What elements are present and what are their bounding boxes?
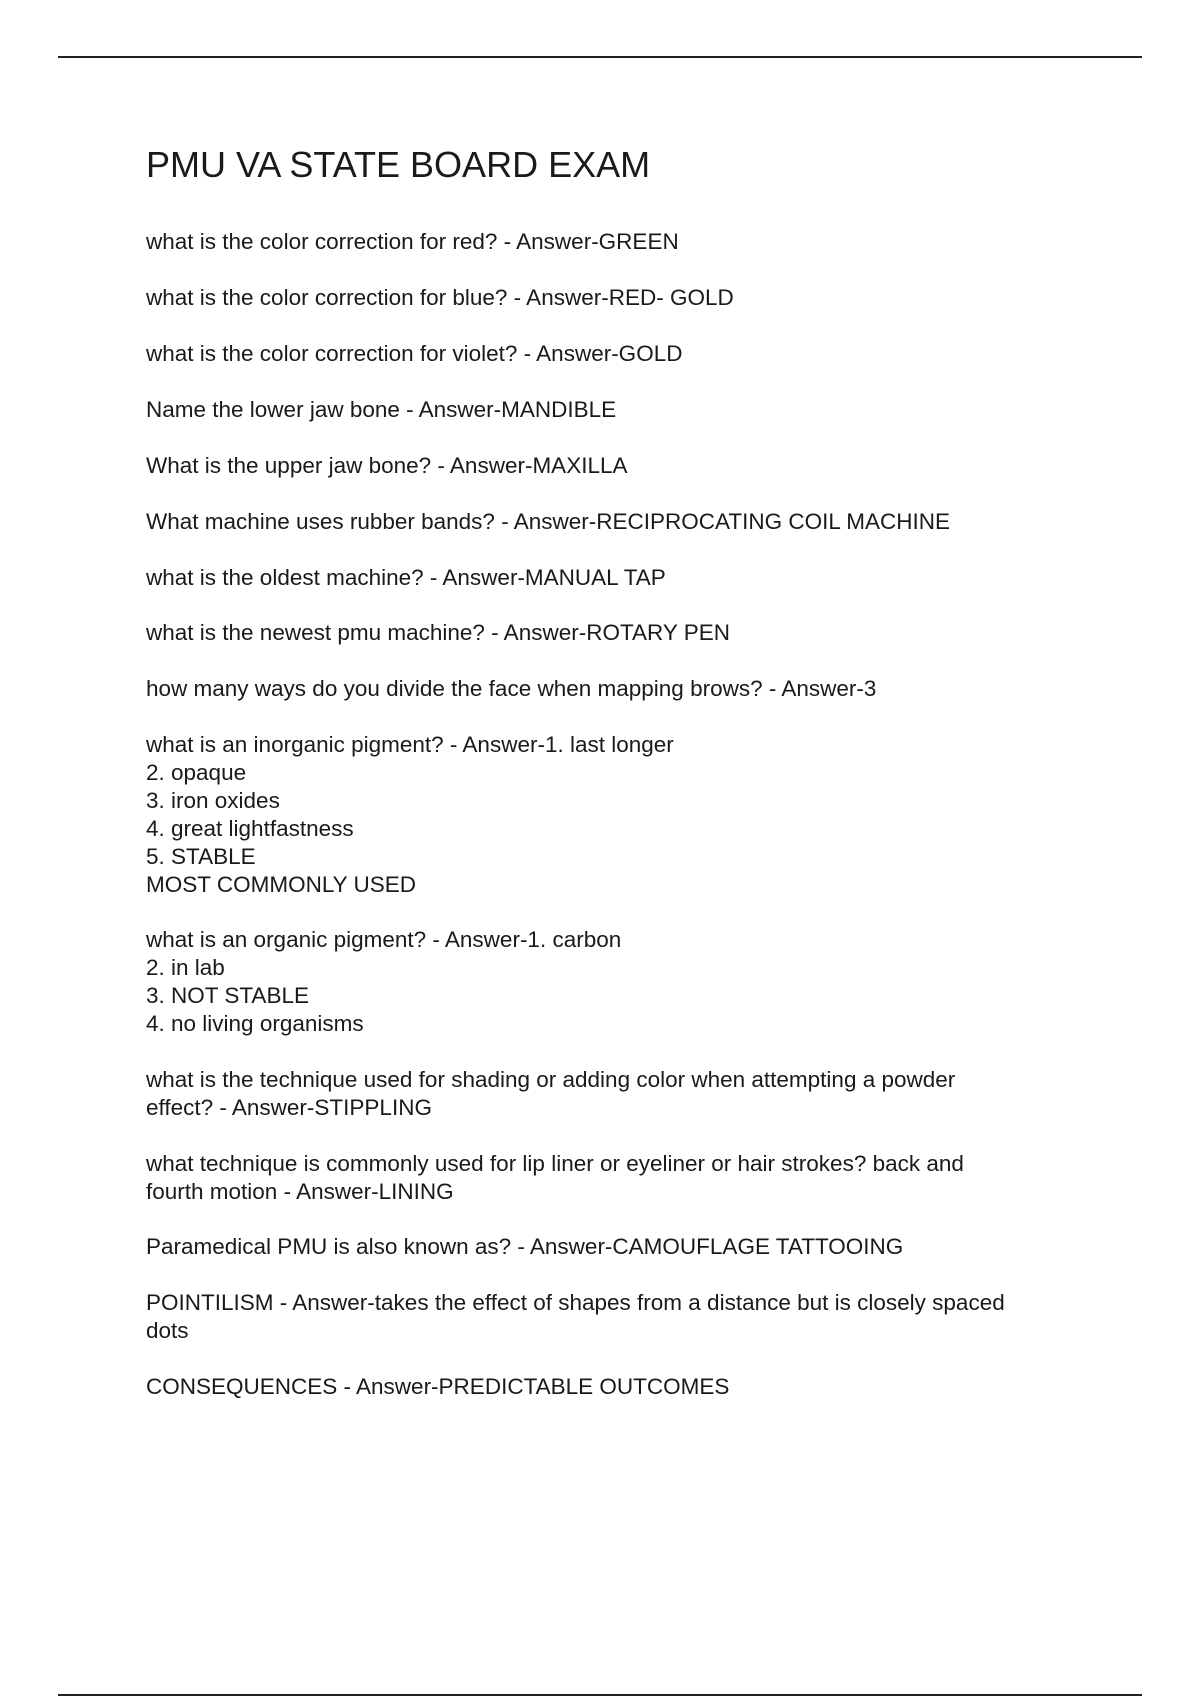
qa-item-inorganic-pigment: what is an inorganic pigment? - Answer-1. last longer 2. opaque 3. iron oxides 4. great lightfastness 5. STABLE MOST COMMONLY USED	[146, 732, 674, 897]
qa-item-rubber-bands: What machine uses rubber bands? - Answer-RECIPROCATING COIL MACHINE	[146, 509, 951, 534]
bottom-divider	[58, 1694, 1142, 1696]
qa-item-lower-jaw: Name the lower jaw bone - Answer-MANDIBLE	[146, 397, 617, 422]
qa-item-upper-jaw: What is the upper jaw bone? - Answer-MAXILLA	[146, 453, 628, 478]
qa-item-organic-pigment: what is an organic pigment? - Answer-1. carbon 2. in lab 3. NOT STABLE 4. no living organisms	[146, 927, 622, 1036]
qa-item-stippling: what is the technique used for shading or adding color when attempting a powder effect? - Answer-STIPPLING	[146, 1067, 956, 1120]
qa-item-violet-correction: what is the color correction for violet? - Answer-GOLD	[146, 341, 683, 366]
qa-item-oldest-machine: what is the oldest machine? - Answer-MANUAL TAP	[146, 565, 666, 590]
qa-item-newest-machine: what is the newest pmu machine? - Answer-ROTARY PEN	[146, 620, 730, 645]
qa-item-red-correction: what is the color correction for red? - Answer-GREEN	[146, 229, 679, 254]
qa-item-consequences: CONSEQUENCES - Answer-PREDICTABLE OUTCOMES	[146, 1374, 730, 1399]
qa-item-brow-mapping: how many ways do you divide the face when mapping brows? - Answer-3	[146, 676, 877, 701]
top-divider	[58, 56, 1142, 58]
qa-item-blue-correction: what is the color correction for blue? - Answer-RED- GOLD	[146, 285, 734, 310]
qa-item-lining: what technique is commonly used for lip liner or eyeliner or hair strokes? back and fourth motion - Answer-LINING	[146, 1151, 964, 1204]
qa-item-pointilism: POINTILISM - Answer-takes the effect of shapes from a distance but is closely spaced dots	[146, 1290, 1005, 1343]
page-title: PMU VA STATE BOARD EXAM	[146, 144, 651, 185]
qa-item-paramedical-pmu: Paramedical PMU is also known as? - Answer-CAMOUFLAGE TATTOOING	[146, 1234, 904, 1259]
